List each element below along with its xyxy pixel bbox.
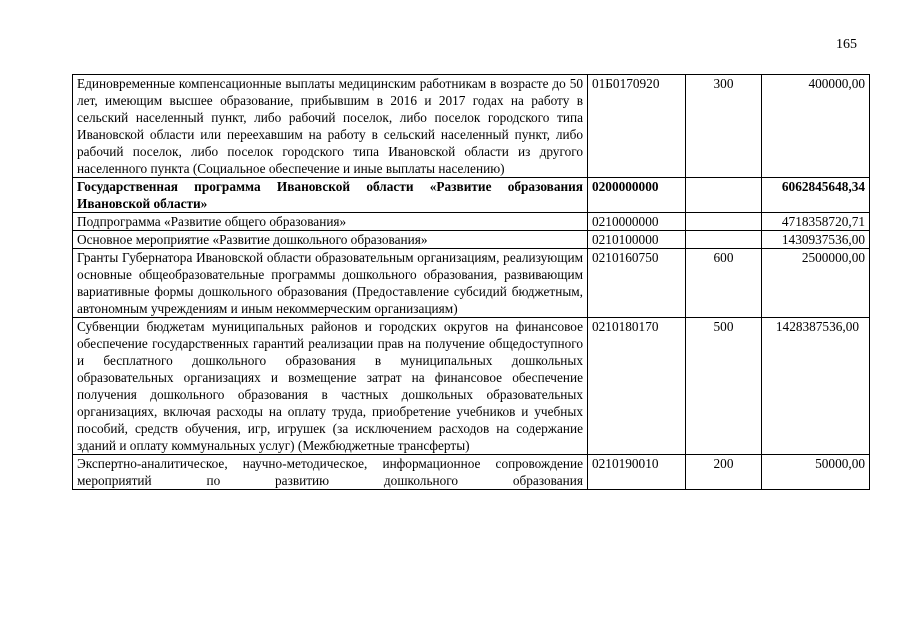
row-amount: 400000,00: [762, 75, 870, 178]
row-description: Основное мероприятие «Развитие дошкольного образования»: [73, 231, 588, 249]
row-target-code: 0210160750: [588, 249, 686, 318]
table-row-program-total: [73, 178, 870, 213]
row-description: Подпрограмма «Развитие общего образования»: [73, 213, 588, 231]
row-description: Гранты Губернатора Ивановской области образовательным организациям, реализующим основные общеобразовательные программы дошкольного образования, развивающим вариативные формы дошкольного образования (Предоставление субсидий бюджетным, автономным учреждениям и иным некоммерческим организациям): [73, 249, 588, 318]
row-amount: 1430937536,00: [762, 231, 870, 249]
row-amount: 2500000,00: [762, 249, 870, 318]
row-target-code: 01Б0170920: [588, 75, 686, 178]
table-row: [73, 318, 870, 455]
row-amount: 50000,00: [762, 455, 870, 490]
row-expense-kind: 600: [686, 249, 762, 318]
row-amount: 1428387536,00: [762, 318, 870, 455]
row-expense-kind: [686, 213, 762, 231]
row-amount: 6062845648,34: [762, 178, 870, 213]
row-expense-kind: 500: [686, 318, 762, 455]
row-expense-kind: 300: [686, 75, 762, 178]
row-target-code: 0210180170: [588, 318, 686, 455]
row-expense-kind: [686, 178, 762, 213]
table-row: [73, 213, 870, 231]
row-description: Единовременные компенсационные выплаты медицинским работникам в возрасте до 50 лет, имеющим высшее образование, прибывшим в 2016 и 2017 годах на работу в сельский населенный пункт, либо рабочий поселок, либо поселок городского типа Ивановской области или переехавшим на работу в сельский населенный пункт, либо рабочий поселок, либо поселок городского типа Ивановской области из другого населенного пункта (Социальное обеспечение и иные выплаты населению): [73, 75, 588, 178]
page-number: 165: [836, 37, 857, 52]
table-row: [73, 231, 870, 249]
row-target-code: 0210190010: [588, 455, 686, 490]
table-row: [73, 75, 870, 178]
row-description: Субвенции бюджетам муниципальных районов и городских округов на финансовое обеспечение государственных гарантий реализации прав на получение общедоступного и бесплатного дошкольного образования в муниципальных дошкольных образовательных организациях и возмещение затрат на финансовое обеспечение получения дошкольного образования в частных дошкольных образовательных организациях, включая расходы на оплату труда, приобретение учебников и учебных пособий, средств обучения, игр, игрушек (за исключением расходов на содержание зданий и оплату коммунальных услуг) (Межбюджетные трансферты): [73, 318, 588, 455]
row-target-code: 0210100000: [588, 231, 686, 249]
table-row: [73, 249, 870, 318]
row-expense-kind: [686, 231, 762, 249]
row-target-code: 0200000000: [588, 178, 686, 213]
row-description: Экспертно-аналитическое, научно-методическое, информационное сопровождение мероприятий по развитию дошкольного образования: [73, 455, 588, 490]
row-amount: 4718358720,71: [762, 213, 870, 231]
table-row: [73, 455, 870, 490]
budget-table: [72, 74, 870, 490]
row-target-code: 0210000000: [588, 213, 686, 231]
row-description: Государственная программа Ивановской области «Развитие образования Ивановской области»: [73, 178, 588, 213]
row-expense-kind: 200: [686, 455, 762, 490]
